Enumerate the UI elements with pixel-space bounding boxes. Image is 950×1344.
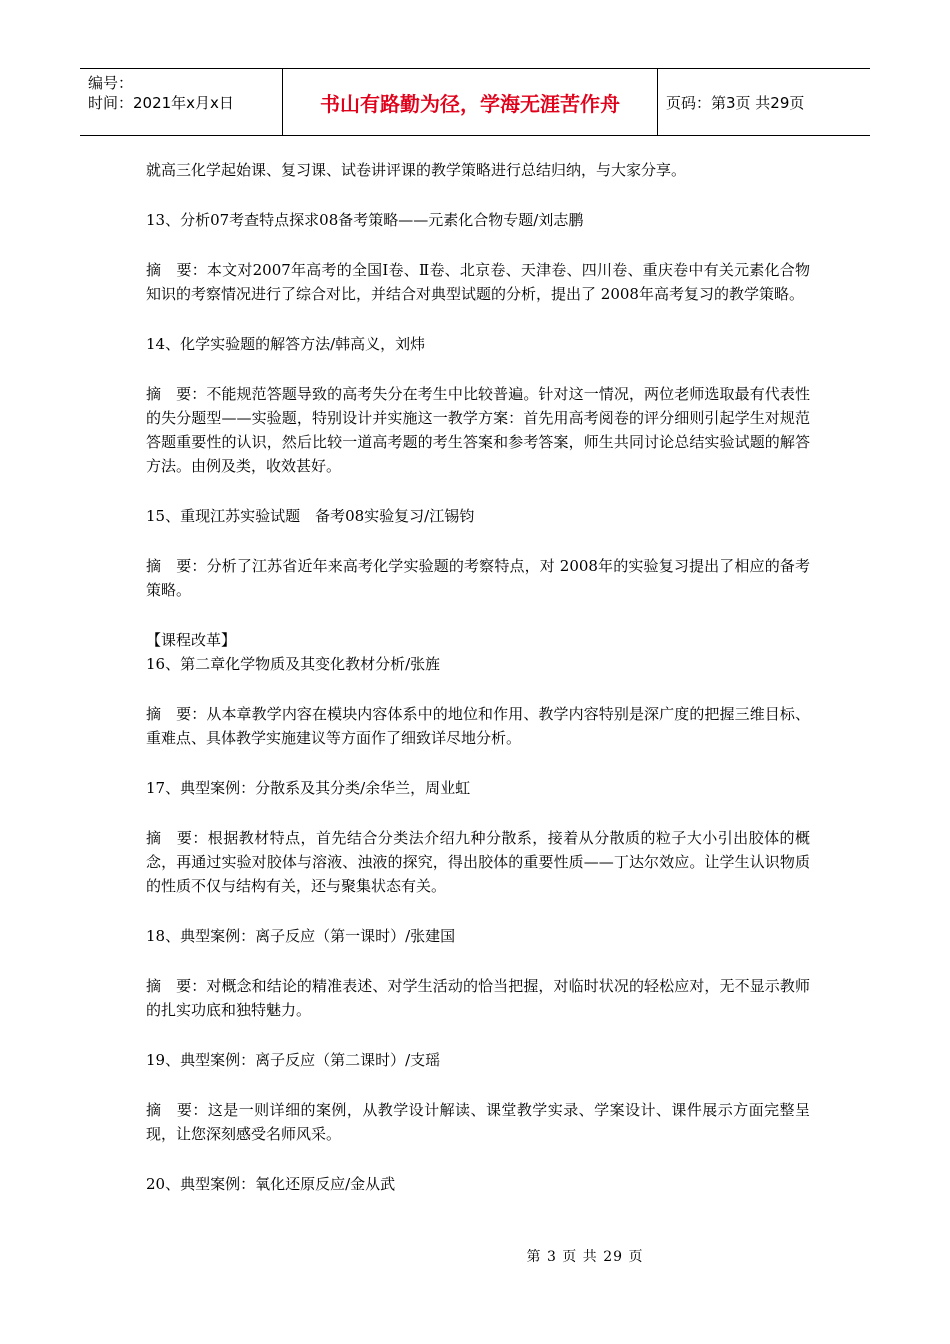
article-title-20: 20、典型案例：氧化还原反应/金从武 [146, 1175, 396, 1193]
article-title-15: 15、重现江苏实验试题 备考08实验复习/江锡钧 [146, 507, 475, 525]
article-title-14: 14、化学实验题的解答方法/韩高义，刘炜 [146, 335, 426, 353]
paragraph-intro-continuation: 就高三化学起始课、复习课、试卷讲评课的教学策略进行总结归纳，与大家分享。 [146, 161, 687, 179]
article-title-18: 18、典型案例：离子反应（第一课时）/张建国 [146, 927, 456, 945]
article-abstract-15: 摘 要：分析了江苏省近年来高考化学实验题的考察特点，对 2008年的实验复习提出了相应的备考策略。 [146, 557, 810, 599]
header-page-info: 页码：第3页 共29页 [666, 93, 805, 112]
document-number-label: 编号： [88, 74, 134, 92]
article-abstract-16: 摘 要：从本章教学内容在模块内容体系中的地位和作用、教学内容特别是深广度的把握三维目标、重难点、具体教学实施建议等方面作了细致详尽地分析。 [146, 705, 810, 747]
article-abstract-14: 摘 要：不能规范答题导致的高考失分在考生中比较普遍。针对这一情况，两位老师选取最有代表性的失分题型——实验题，特别设计并实施这一教学方案：首先用高考阅卷的评分细则引起学生对规范答题重要性的认识，然后比较一道高考题的考生答案和参考答案，师生共同讨论总结实验试题的解答方法。由例及类，收效甚好。 [146, 385, 810, 475]
article-abstract-13: 摘 要：本文对2007年高考的全国Ⅰ卷、Ⅱ卷、北京卷、天津卷、四川卷、重庆卷中有关元素化合物知识的考察情况进行了综合对比，并结合对典型试题的分析，提出了 2008年高考复习的教学策略。 [146, 261, 810, 303]
document-date-label: 时间：2021年x月x日 [88, 94, 234, 112]
header-motto: 书山有路勤为径，学海无涯苦作舟 [282, 69, 658, 135]
section-heading-curriculum-reform: 【课程改革】 [146, 631, 237, 649]
document-body [146, 158, 810, 1222]
article-title-16: 16、第二章化学物质及其变化教材分析/张旌 [146, 655, 441, 673]
article-title-13: 13、分析07考查特点探求08备考策略——元素化合物专题/刘志鹏 [146, 211, 584, 229]
page-header [80, 68, 870, 136]
page-footer: 第 3 页 共 29 页 [526, 1249, 644, 1265]
article-abstract-18: 摘 要：对概念和结论的精准表述、对学生活动的恰当把握，对临时状况的轻松应对，无不显示教师的扎实功底和独特魅力。 [146, 977, 810, 1019]
article-title-17: 17、典型案例：分散系及其分类/余华兰，周业虹 [146, 779, 471, 797]
article-abstract-19: 摘 要：这是一则详细的案例，从教学设计解读、课堂教学实录、学案设计、课件展示方面完整呈现，让您深刻感受名师风采。 [146, 1101, 810, 1143]
article-title-19: 19、典型案例：离子反应（第二课时）/支瑶 [146, 1051, 441, 1069]
header-meta [80, 69, 282, 135]
article-abstract-17: 摘 要：根据教材特点，首先结合分类法介绍九种分散系，接着从分散质的粒子大小引出胶体的概念，再通过实验对胶体与溶液、浊液的探究，得出胶体的重要性质——丁达尔效应。让学生认识物质的性质不仅与结构有关，还与聚集状态有关。 [146, 829, 810, 895]
